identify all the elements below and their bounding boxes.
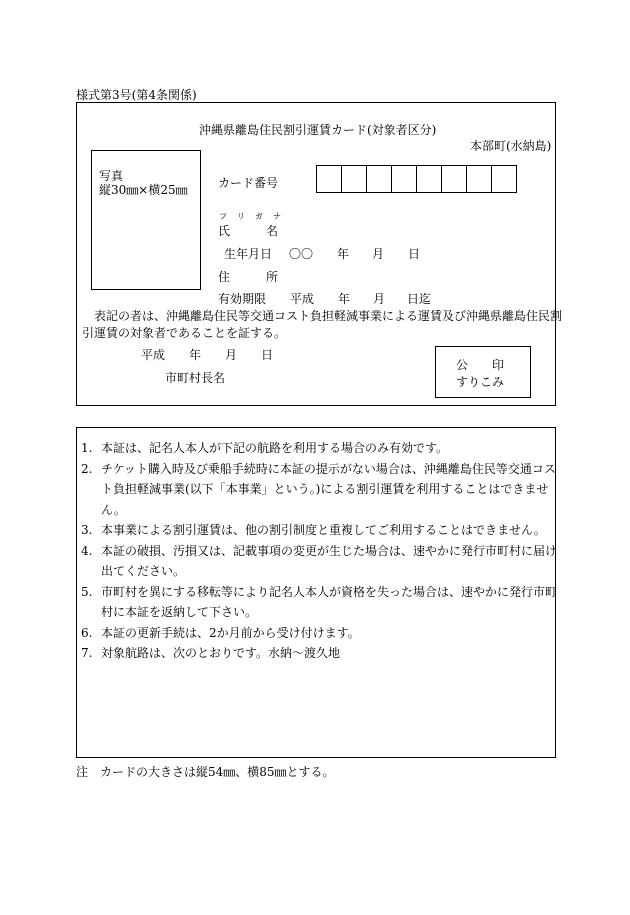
note-line: チケット購入時及び乗船手続時に本証の提示がない場合は、沖縄離島住民等交通コス	[101, 461, 556, 476]
statement-line2: 引運賃の対象者であることを証する。	[82, 326, 287, 340]
card-number-label: カード番号	[218, 176, 279, 190]
date-month: 月	[225, 348, 238, 362]
note-number: 6.	[81, 625, 93, 640]
note-number: 7.	[81, 646, 93, 660]
card-number-cell	[341, 165, 367, 193]
note-line: 本証の破損、汚損又は、記載事項の変更が生じた場合は、速やかに発行市町村に届け	[101, 543, 558, 558]
note-line: 本事業による割引運賃は、他の割引制度と重複してご利用することはできません。	[101, 523, 546, 537]
date-year: 年	[189, 348, 202, 362]
statement-line1: 表記の者は、沖縄離島住民等交通コスト負担軽減事業による運賃及び沖縄県離島住民割	[94, 309, 563, 323]
note-item	[81, 582, 558, 623]
valid-day: 日迄	[407, 292, 432, 306]
furigana-label: フ リ ガ ナ	[219, 212, 282, 221]
note-number: 5.	[81, 584, 93, 599]
note-line: 市町村を異にする移転等により記名人本人が資格を失った場合は、速やかに発行市町	[101, 584, 558, 599]
card-number-cell	[316, 165, 342, 193]
birth-month: 月	[372, 247, 385, 261]
notes-list	[81, 438, 558, 664]
birth-label: 生年月日	[224, 247, 273, 261]
card-number-cell	[441, 165, 467, 193]
note-item	[81, 459, 556, 521]
birth-day: 日	[408, 247, 421, 261]
valid-year: 年	[338, 292, 351, 306]
valid-month: 月	[373, 292, 386, 306]
mayor-label: 市町村長名	[165, 371, 226, 385]
photo-size: 縦30㎜×横25㎜	[99, 183, 188, 197]
note-line: 出てください。	[101, 564, 186, 578]
note-item	[81, 623, 551, 644]
date-day: 日	[261, 348, 274, 362]
note-number: 2.	[81, 461, 93, 476]
name-label: 氏 名	[218, 224, 279, 238]
form-number: 様式第3号(第4条関係)	[76, 88, 197, 102]
note-line: 本証は、記名人本人が下記の航路を利用する場合のみ有効です。	[101, 441, 449, 455]
valid-label: 有効期限	[218, 292, 267, 306]
card-number-cell	[416, 165, 442, 193]
valid-era: 平成	[290, 292, 315, 306]
card-number-cell	[366, 165, 392, 193]
photo-label: 写真	[99, 169, 124, 183]
note-item	[81, 643, 551, 664]
card-number-cell	[491, 165, 517, 193]
note-item	[81, 438, 551, 459]
note-line: 本証の更新手続は、2か月前から受け付けます。	[101, 625, 360, 640]
issuer: 本部町(水納島)	[470, 139, 552, 153]
note-line: ト負担軽減事業(以下「本事業」という。)による割引運賃を利用することはできませ	[101, 482, 549, 496]
note-line: ん。	[101, 502, 126, 517]
note-item	[81, 541, 558, 582]
seal-line2: すりこみ	[456, 375, 505, 389]
birth-year: 年	[337, 247, 350, 261]
note-number: 4.	[81, 543, 93, 558]
card-title: 沖縄県離島住民割引運賃カード(対象者区分)	[199, 123, 437, 137]
birth-era: 〇〇	[289, 247, 314, 261]
date-era: 平成	[141, 348, 166, 362]
note-line: 対象航路は、次のとおりです。水納〜渡久地	[101, 646, 341, 660]
address-label: 住 所	[218, 270, 279, 284]
note-line: 村に本証を返納して下さい。	[101, 605, 258, 619]
note-number: 1.	[81, 441, 93, 455]
card-number-cell	[391, 165, 417, 193]
footnote: 注 カードの大きさは縦54㎜、横85㎜とする。	[76, 765, 335, 779]
card-number-cell	[466, 165, 492, 193]
note-number: 3.	[81, 523, 93, 537]
note-item	[81, 520, 551, 541]
seal-line1: 公 印	[456, 358, 505, 372]
